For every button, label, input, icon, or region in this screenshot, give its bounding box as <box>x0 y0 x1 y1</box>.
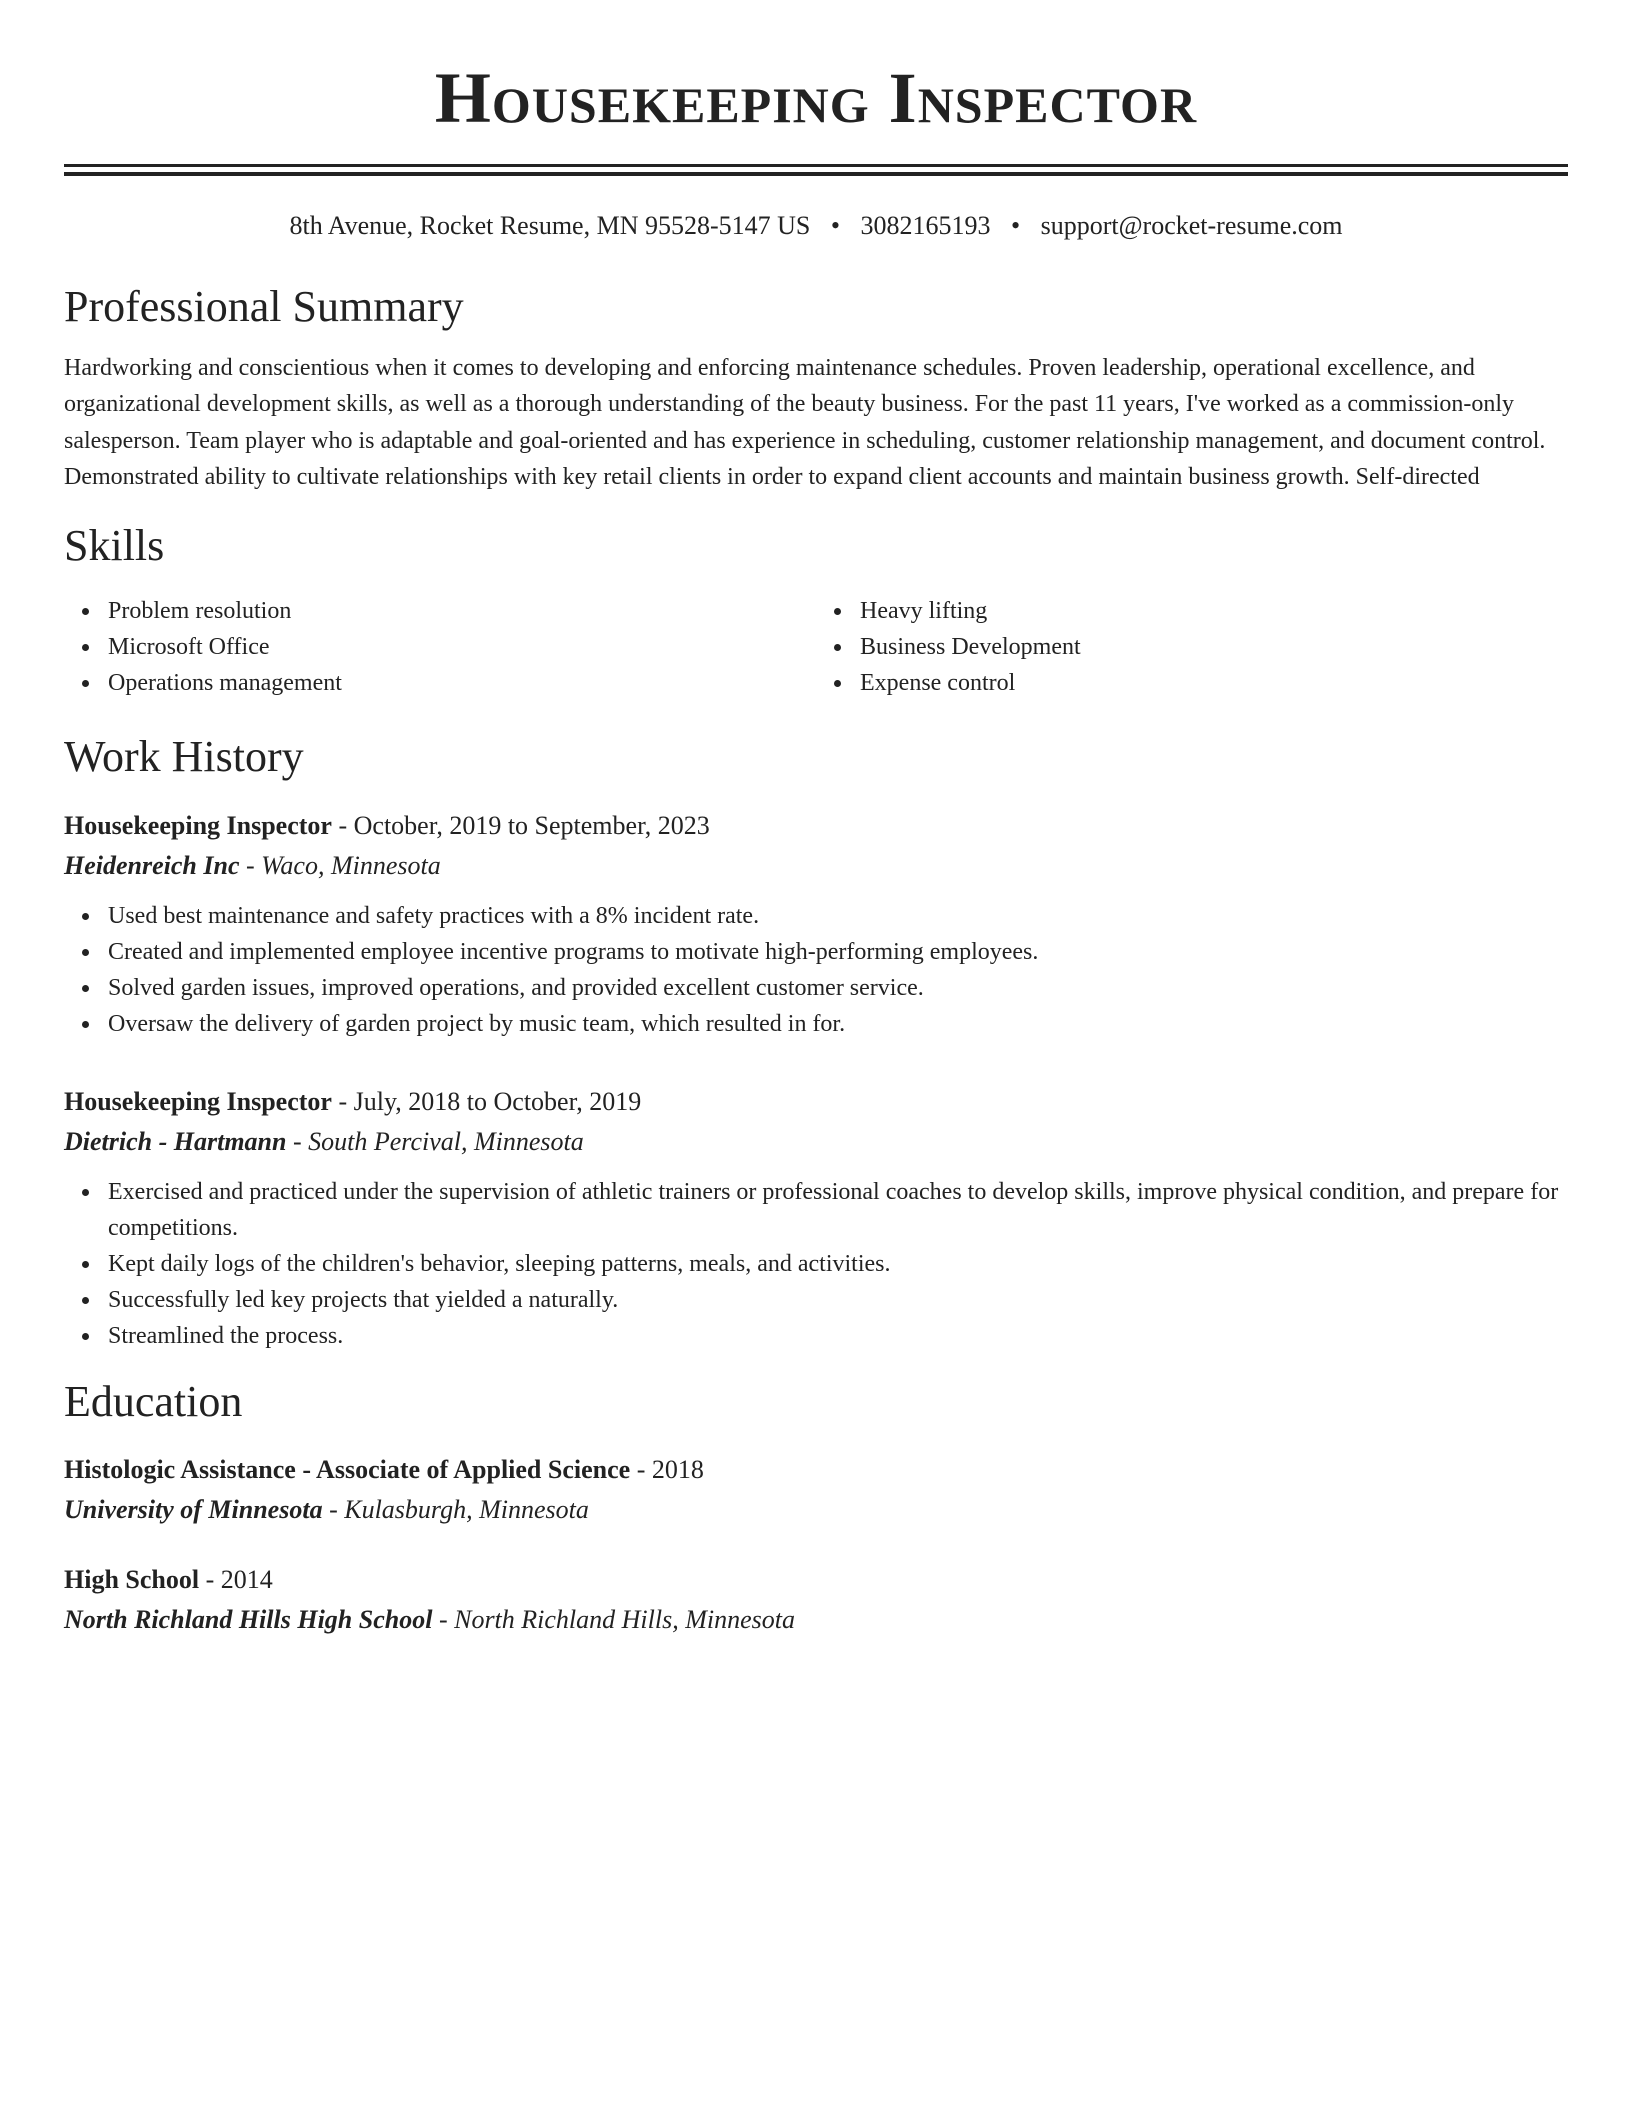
company-location: - Waco, Minnesota <box>239 850 441 880</box>
job-bullet: Used best maintenance and safety practices with a 8% incident rate. <box>108 898 1568 934</box>
contact-separator: • <box>1011 211 1021 240</box>
degree-name: Histologic Assistance - Associate of Applied Science <box>64 1455 631 1485</box>
summary-text: Hardworking and conscientious when it comes to developing and enforcing maintenance schedules. Proven leadership, operational excellence, and organizational development skills, as well as a thorough understanding of the beauty business. For the past 11 years, I've worked as a commission-only salesperson. Team player who is adaptable and goal-oriented and has experience in scheduling, customer relationship management, and document control. Demonstrated ability to cultivate relationships with key retail clients in order to expand client accounts and maintain business growth. Self-directed <box>64 354 1546 491</box>
summary-heading: Professional Summary <box>64 282 464 332</box>
company-name: Heidenreich Inc <box>64 850 240 880</box>
school-location: - Kulasburgh, Minnesota <box>322 1495 589 1525</box>
school-name: North Richland Hills High School <box>64 1605 433 1635</box>
job-bullets <box>64 898 1568 1042</box>
header-divider <box>64 164 1568 176</box>
work-history-heading: Work History <box>64 731 304 781</box>
education-entry <box>64 1560 1568 1640</box>
job-bullet: Streamlined the process. <box>108 1318 1568 1354</box>
job-bullet: Kept daily logs of the children's behavior, sleeping patterns, meals, and activities. <box>108 1246 1568 1282</box>
job-bullets <box>64 1174 1568 1354</box>
degree-year: - 2018 <box>630 1455 704 1485</box>
contact-address: 8th Avenue, Rocket Resume, MN 95528-5147 US <box>289 211 811 240</box>
company-location: - South Percival, Minnesota <box>286 1126 584 1156</box>
candidate-name: Housekeeping Inspector <box>434 58 1198 138</box>
job-bullet: Successfully led key projects that yielded a naturally. <box>108 1282 1568 1318</box>
degree-year: - 2014 <box>199 1565 273 1595</box>
contact-line <box>64 210 1568 241</box>
contact-phone: 3082165193 <box>860 211 991 240</box>
company-name: Dietrich - Hartmann <box>64 1126 287 1156</box>
job-entry <box>64 806 1568 1042</box>
skills-list <box>64 593 1568 701</box>
school-location: - North Richland Hills, Minnesota <box>432 1605 795 1635</box>
skills-column-right <box>816 593 1568 701</box>
school-name: University of Minnesota <box>64 1495 323 1525</box>
contact-separator: • <box>830 211 840 240</box>
degree-line <box>64 1450 1568 1490</box>
skills-heading: Skills <box>64 520 165 570</box>
skills-column-left <box>64 593 816 701</box>
skill-item: Problem resolution <box>108 593 816 629</box>
company-line <box>64 846 1568 886</box>
skill-item: Microsoft Office <box>108 629 816 665</box>
job-title-line <box>64 806 1568 846</box>
school-line <box>64 1600 1568 1640</box>
job-title: Housekeeping Inspector <box>64 1086 332 1116</box>
job-bullet: Created and implemented employee incentive programs to motivate high-performing employees. <box>108 934 1568 970</box>
job-bullet: Exercised and practiced under the supervision of athletic trainers or professional coaches to develop skills, improve physical condition, and prepare for competitions. <box>108 1174 1568 1246</box>
education-entry <box>64 1450 1568 1530</box>
education-heading: Education <box>64 1376 243 1426</box>
contact-email: support@rocket-resume.com <box>1040 211 1343 240</box>
job-dates: - July, 2018 to October, 2019 <box>331 1086 642 1116</box>
job-bullet: Oversaw the delivery of garden project by music team, which resulted in for. <box>108 1006 1568 1042</box>
skill-item: Operations management <box>108 665 816 701</box>
job-bullet: Solved garden issues, improved operations, and provided excellent customer service. <box>108 970 1568 1006</box>
skill-item: Expense control <box>860 665 1568 701</box>
job-entry <box>64 1082 1568 1354</box>
school-line <box>64 1490 1568 1530</box>
job-title-line <box>64 1082 1568 1122</box>
company-line <box>64 1122 1568 1162</box>
degree-line <box>64 1560 1568 1600</box>
skill-item: Business Development <box>860 629 1568 665</box>
degree-name: High School <box>64 1565 200 1595</box>
job-title: Housekeeping Inspector <box>64 810 332 840</box>
job-dates: - October, 2019 to September, 2023 <box>331 810 710 840</box>
skill-item: Heavy lifting <box>860 593 1568 629</box>
